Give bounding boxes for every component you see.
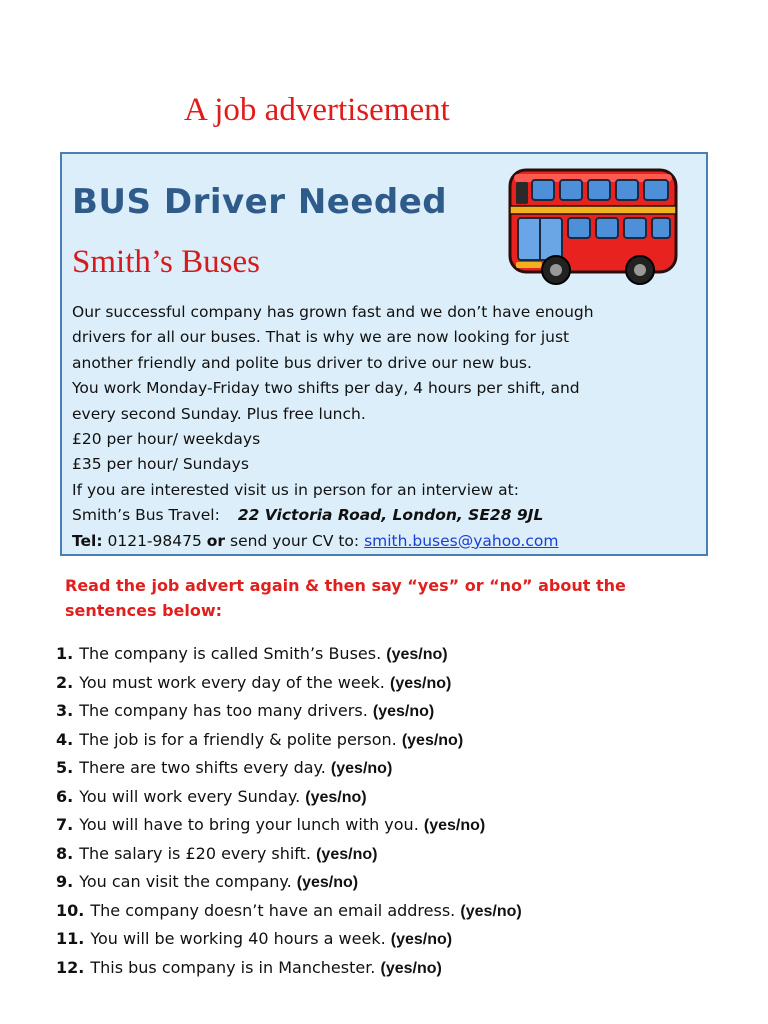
or-text: or [206,531,226,550]
question-number: 11. [56,929,85,948]
question-number: 12. [56,957,85,977]
advert-line: If you are interested visit us in person for an interview at: [72,480,519,499]
answer-choice: (yes/no) [423,817,486,834]
question-number: 5. [56,758,74,777]
job-advert-box [60,152,708,556]
question-item [56,783,522,812]
answer-choice: (yes/no) [316,845,378,863]
advert-line: drivers for all our buses. That is why we are now looking for just [72,328,570,347]
question-item [56,840,522,869]
answer-choice: (yes/no) [305,788,367,806]
question-text: The company has too many drivers. [79,701,368,720]
advert-line: another friendly and polite bus driver to drive our new bus. [72,353,532,372]
advert-line: every second Sunday. Plus free lunch. [72,404,366,423]
question-number: 7. [56,815,74,834]
sunday-rate: £35 per hour/ Sundays [72,455,249,474]
weekday-rate: £20 per hour/ weekdays [72,430,261,449]
question-text: You must work every day of the week. [79,672,385,692]
double-decker-bus-icon [506,164,682,288]
question-text: The salary is £20 every shift. [79,843,311,863]
question-text: You will be working 40 hours a week. [90,929,386,948]
advert-line: You work Monday-Friday two shifts per day, 4 hours per shift, and [72,379,580,398]
company-name: Smith’s Buses [72,244,260,280]
tel-number: 0121-98475 [107,531,202,550]
address-text: 22 Victoria Road, London, SE28 9JL [237,506,544,525]
question-item [56,640,522,669]
question-text: The job is for a friendly & polite person. [79,729,397,749]
question-text: You can visit the company. [79,872,292,891]
advert-body [72,300,698,554]
question-text: This bus company is in Manchester. [90,957,376,977]
advert-heading: BUS Driver Needed [72,182,448,222]
question-number: 8. [56,843,74,863]
cv-text: send your CV to: [230,531,360,550]
question-item [56,726,522,755]
question-text: There are two shifts every day. [79,758,326,777]
address-line [72,503,698,528]
answer-choice: (yes/no) [296,874,359,891]
page-title: A job advertisement [184,92,450,128]
question-item [56,754,522,783]
question-text: The company is called Smith’s Buses. [79,644,382,663]
question-item [56,868,522,897]
question-number: 10. [56,900,85,920]
question-item [56,697,522,726]
answer-choice: (yes/no) [372,703,435,720]
answer-choice: (yes/no) [390,931,453,948]
question-number: 2. [56,672,74,692]
address-label: Smith’s Bus Travel: [72,506,220,525]
question-number: 6. [56,786,74,806]
question-text: The company doesn’t have an email address. [90,900,456,920]
question-item [56,954,522,983]
question-number: 1. [56,644,74,663]
answer-choice: (yes/no) [389,674,452,692]
advert-line: Our successful company has grown fast and we don’t have enough [72,303,594,321]
answer-choice: (yes/no) [380,959,442,977]
question-item [56,669,522,698]
answer-choice: (yes/no) [330,760,393,777]
question-text: You will work every Sunday. [79,786,301,806]
question-number: 4. [56,729,74,749]
question-number: 3. [56,701,74,720]
tel-label: Tel: [72,531,103,550]
question-item [56,925,522,954]
question-item [56,811,522,840]
answer-choice: (yes/no) [460,902,522,920]
email-link[interactable]: smith.buses@yahoo.com [364,531,559,550]
question-item [56,897,522,926]
question-number: 9. [56,872,74,891]
answer-choice: (yes/no) [386,646,448,663]
exercise-instructions: Read the job advert again & then say “yes” or “no” about the sentences below: [65,576,626,620]
question-text: You will have to bring your lunch with you. [79,815,419,834]
answer-choice: (yes/no) [401,731,464,749]
question-list [56,640,522,982]
contact-line [72,529,698,554]
